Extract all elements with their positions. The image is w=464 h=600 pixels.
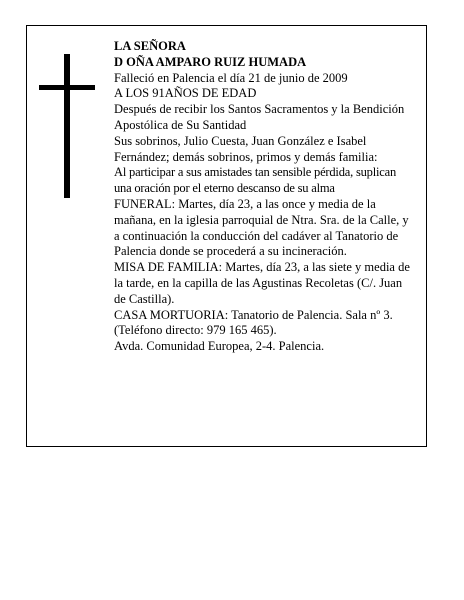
cross-horizontal-bar	[39, 85, 95, 90]
death-date-line: Falleció en Palencia el día 21 de junio de 2009	[114, 70, 348, 85]
cross-vertical-bar	[64, 54, 70, 198]
family-paragraph: Sus sobrinos, Julio Cuesta, Juan González e Isabel Fernández; demás sobrinos, primos y demás familia:	[114, 133, 378, 164]
deceased-name: D OÑA AMPARO RUIZ HUMADA	[114, 54, 307, 69]
funeral-paragraph: FUNERAL: Martes, día 23, a las once y media de la mañana, en la iglesia parroquial de Ntra. Sra. de la Calle, y a continuación la conducción del cadáver al Tanatorio de Palencia donde se procederá a su incineración.	[114, 196, 409, 259]
request-paragraph: Al participar a sus amistades tan sensible pérdida, suplican una oración por el eterno descanso de su alma	[114, 165, 397, 196]
notice-text-block	[114, 39, 414, 355]
title-line: LA SEÑORA	[114, 39, 186, 53]
mortuary-paragraph: CASA MORTUORIA: Tanatorio de Palencia. Sala nº 3. (Teléfono directo: 979 165 465).	[114, 307, 393, 338]
address-paragraph: Avda. Comunidad Europea, 2-4. Palencia.	[114, 339, 325, 354]
mass-paragraph: MISA DE FAMILIA: Martes, día 23, a las siete y media de la tarde, en la capilla de las Agustinas Recoletas (C/. Juan de Castilla).	[114, 260, 410, 306]
sacraments-paragraph: Después de recibir los Santos Sacramentos y la Bendición Apostólica de Su Santidad	[114, 102, 405, 132]
age-line: A LOS 91AÑOS DE EDAD	[114, 86, 257, 101]
latin-cross-icon	[39, 54, 95, 198]
